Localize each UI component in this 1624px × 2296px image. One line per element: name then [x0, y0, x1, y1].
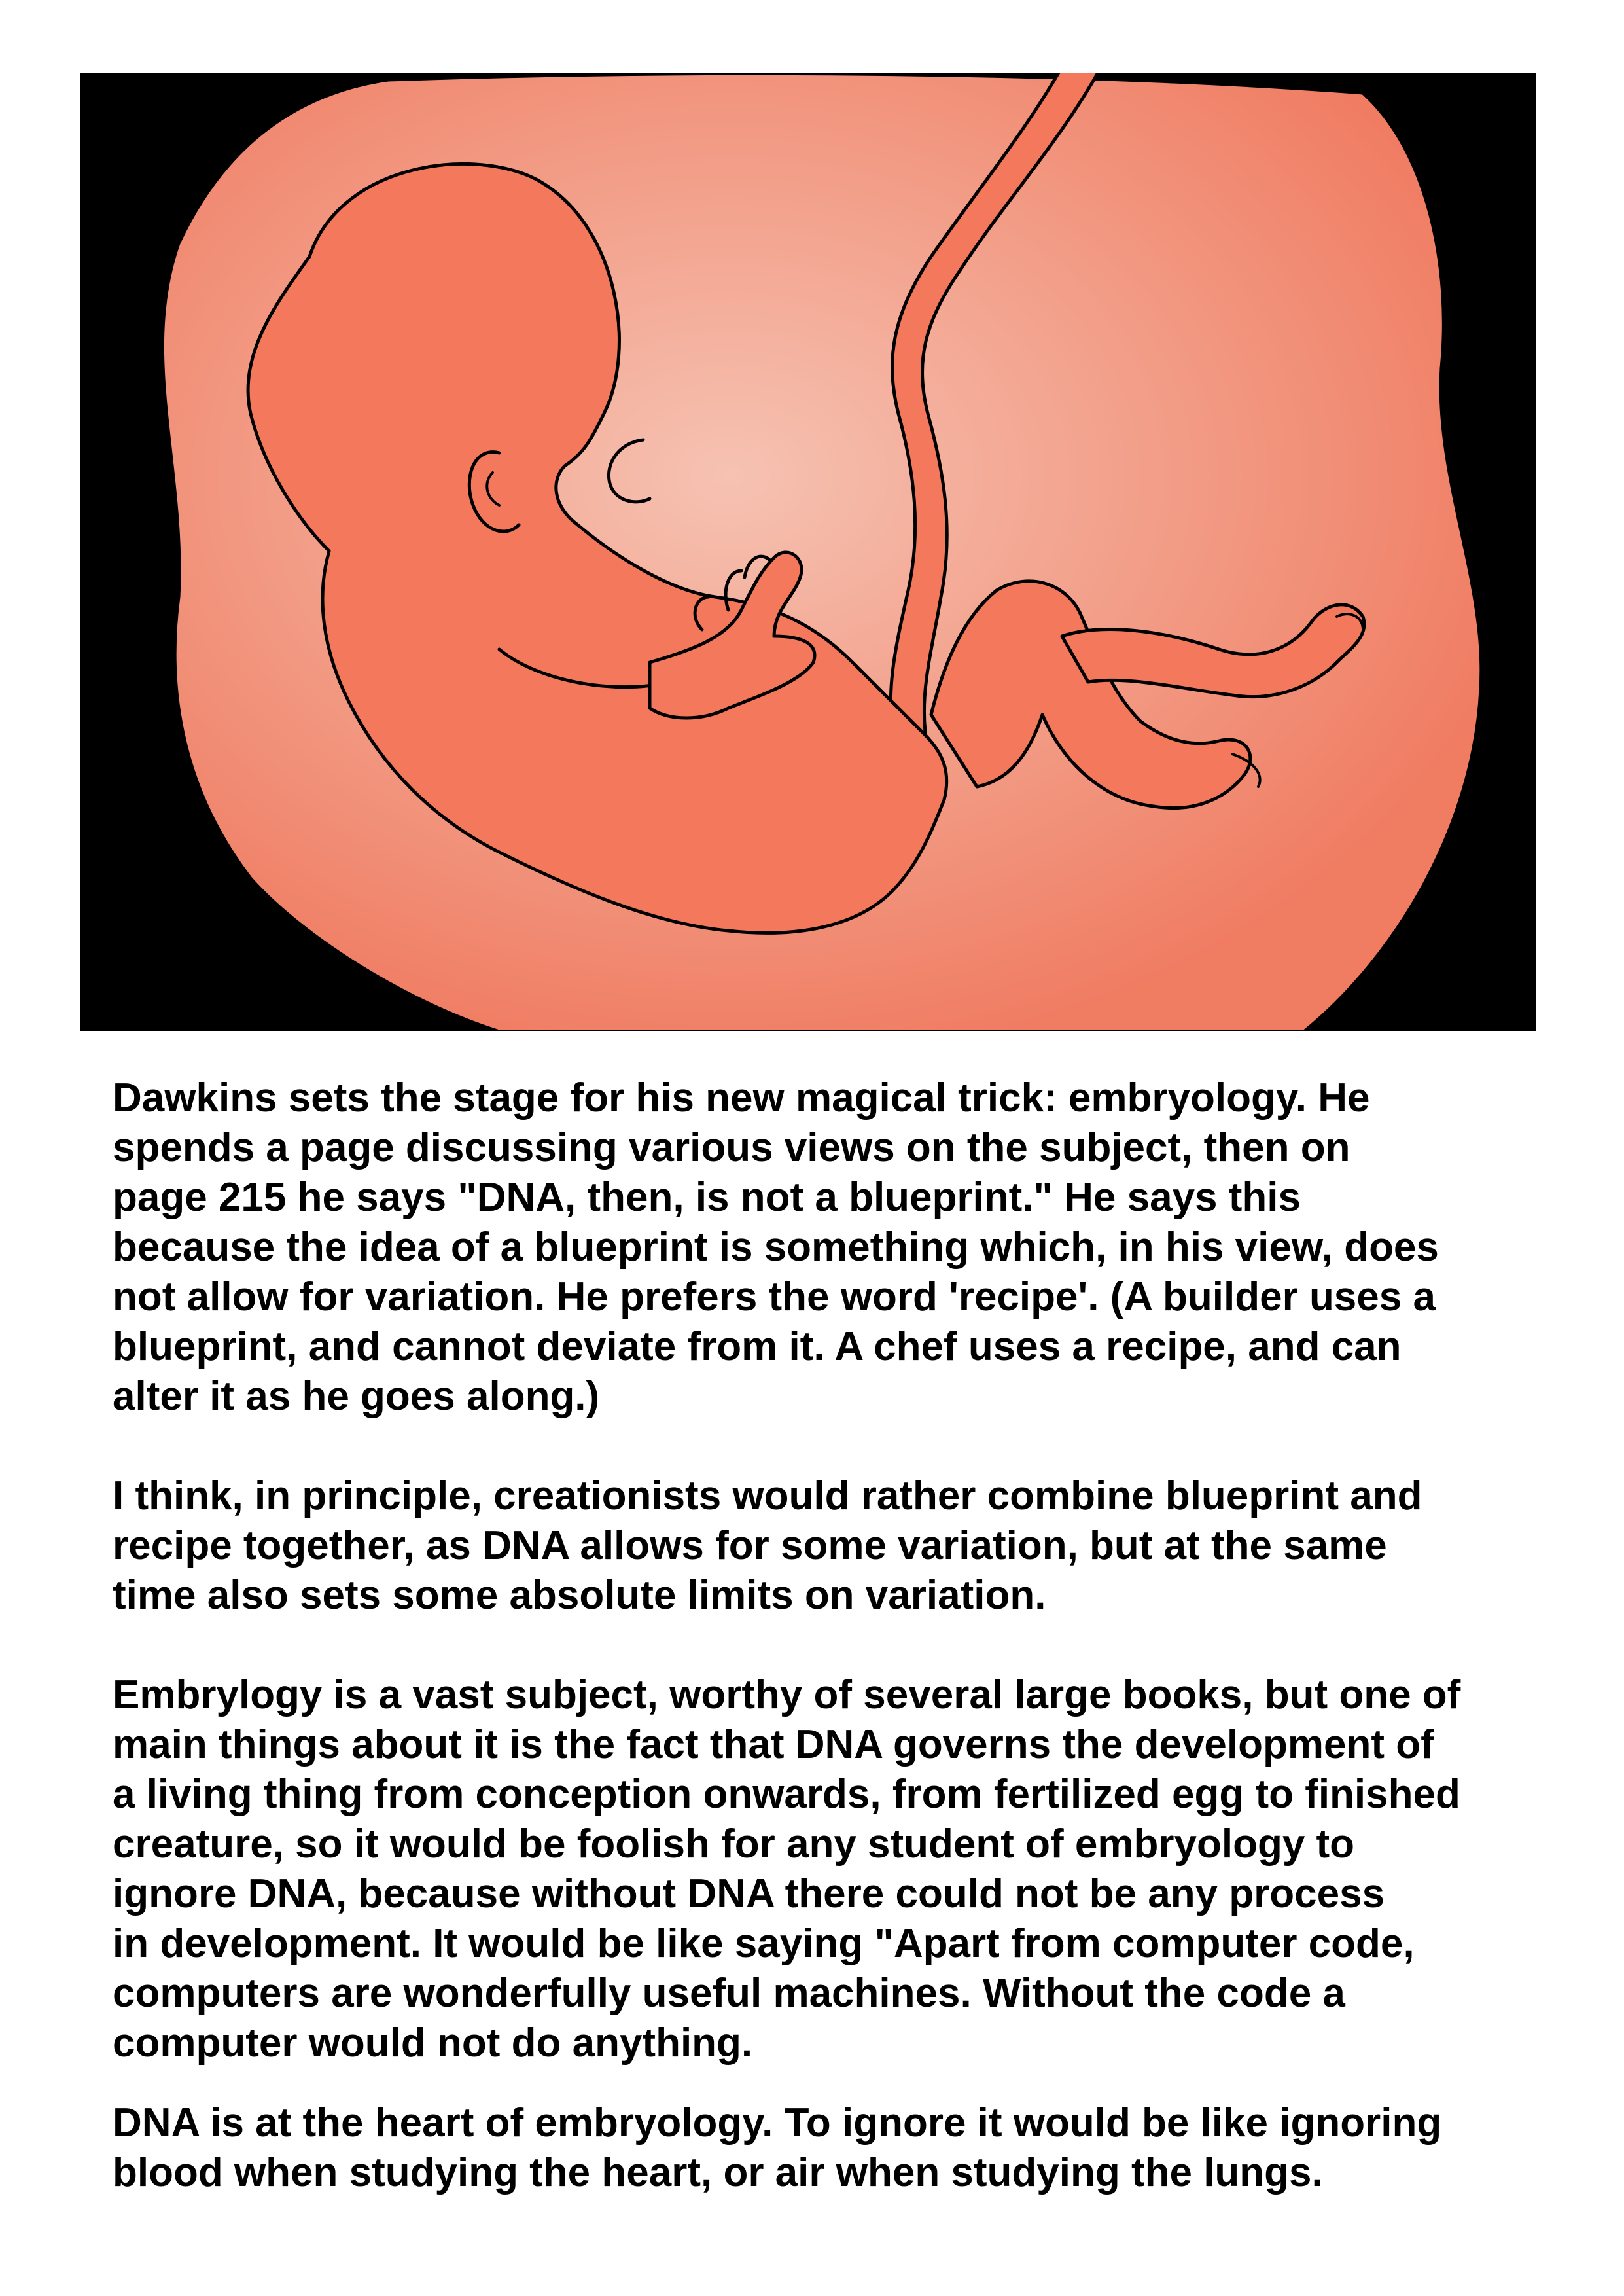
paragraph-2: I think, in principle, creationists would rather combine blueprint and recipe together, as DNA allows for some variation, but at the same time also sets some absolute limits on variation. [113, 1473, 1422, 1618]
paragraph-4: DNA is at the heart of embryology. To ignore it would be like ignoring blood when studying the heart, or air when studying the lungs. [113, 2100, 1442, 2195]
fetus-in-womb-image [80, 73, 1536, 1031]
paragraph-1: Dawkins sets the stage for his new magical trick: embryology. He spends a page discussing various views on the subject, then on page 215 he says "DNA, then, is not a blueprint." He says this because the idea of a blueprint is something which, in his view, does not allow for variation. He prefers the word 'recipe'. (A builder uses a blueprint, and cannot deviate from it. A chef uses a recipe, and can alter it as he goes along.) [113, 1075, 1439, 1419]
paragraph-3: Embrylogy is a vast subject, worthy of several large books, but one of main things about it is the fact that DNA governs the development of a living thing from conception onwards, from fertilized egg to finished creature, so it would be foolish for any student of embryology to ignore DNA, because without DNA there could not be any process in development. It would be like saying "Apart from computer code, computers are wonderfully useful machines. Without the code a computer would not do anything. [113, 1672, 1461, 2066]
body-text [113, 1073, 1539, 2248]
fetus-illustration [80, 73, 1536, 1031]
